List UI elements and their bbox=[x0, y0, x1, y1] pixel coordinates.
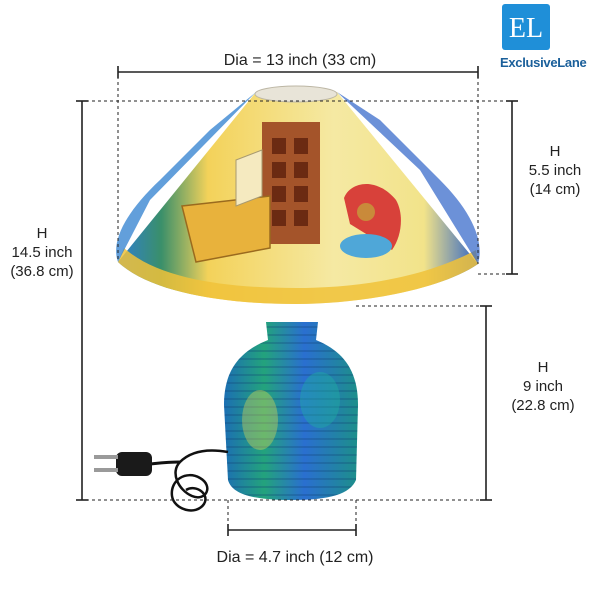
total-height-h: H bbox=[36, 225, 48, 242]
shade-height-h: H bbox=[549, 143, 561, 160]
base-height-h: H bbox=[537, 359, 549, 376]
total-height-cm: (36.8 cm) bbox=[10, 263, 74, 280]
base-height-label bbox=[500, 358, 586, 415]
brand-monogram: EL bbox=[508, 13, 544, 44]
brand-name: ExclusiveLane bbox=[500, 55, 587, 70]
el-monogram-icon bbox=[502, 4, 550, 50]
base-height-cm: (22.8 cm) bbox=[511, 397, 575, 414]
shade-diameter-label: Dia = 13 inch (33 cm) bbox=[223, 52, 377, 69]
shade-height-cm: (14 cm) bbox=[529, 181, 581, 198]
lamp-base bbox=[224, 322, 358, 500]
lamp-shade bbox=[116, 86, 480, 304]
power-cord bbox=[94, 450, 228, 510]
total-height-inch: 14.5 inch bbox=[11, 244, 73, 261]
total-height-label bbox=[0, 224, 84, 281]
brand-logo bbox=[500, 4, 596, 74]
base-height-inch: 9 inch bbox=[522, 378, 564, 395]
shade-height-inch: 5.5 inch bbox=[528, 162, 582, 179]
shade-height-label bbox=[514, 142, 596, 199]
base-diameter-label: Dia = 4.7 inch (12 cm) bbox=[216, 549, 374, 566]
brand-logo-mark bbox=[502, 4, 550, 50]
